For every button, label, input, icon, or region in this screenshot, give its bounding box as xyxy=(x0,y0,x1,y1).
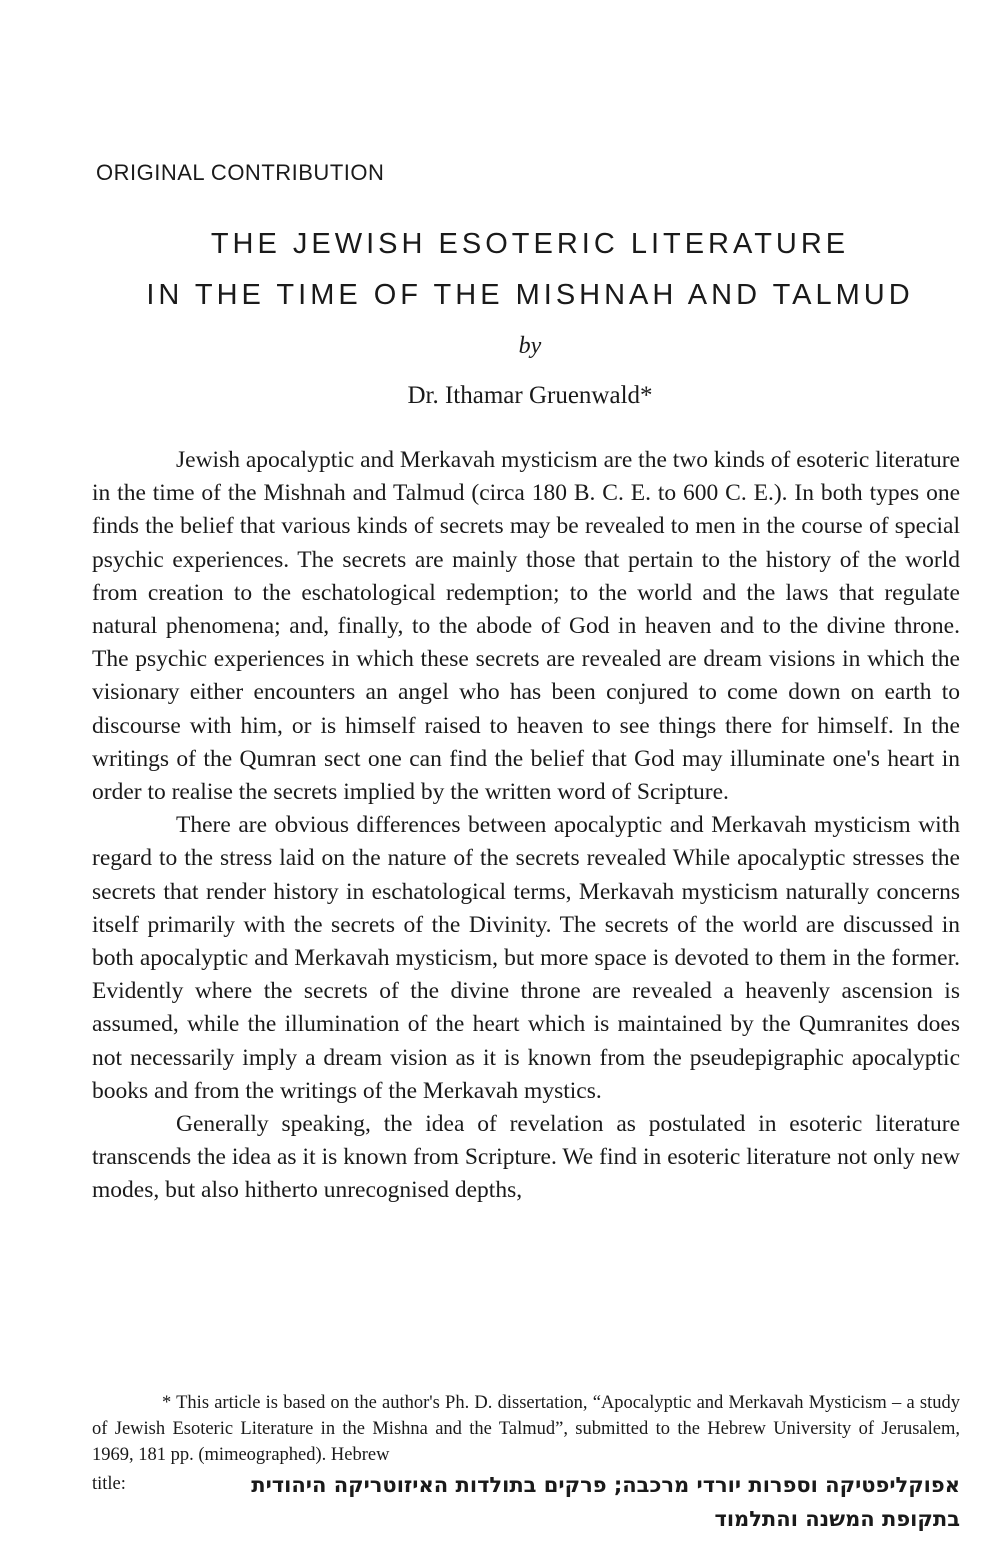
hebrew-title: אפוקליפטיקה וספרות יורדי מרכבה; פרקים בתולדות האיזוטריקה היהודית בתקופת המשנה והתלמוד xyxy=(251,1473,960,1531)
paragraph-1: Jewish apocalyptic and Merkavah mysticism are the two kinds of esoteric literature in the time of the Mishnah and Talmud (circa 180 B. C. E. to 600 C. E.). In both types one finds the belief that various kinds of secrets may be revealed to men in the course of special psychic experiences. The secrets are mainly those that pertain to the history of the world from creation to the eschatological redemption; to the world and the laws that regulate natural phenomena; and, finally, to the abode of God in heaven and to the divine throne. The psychic experiences in which these secrets are revealed are dream visions in which the visionary either encounters an angel who has been conjured to come down on earth to discourse with him, or is himself raised to heaven to see things there for himself. In the writings of the Qumran sect one can find the belief that God may illuminate one's heart in order to realise the secrets implied by the written word of Scripture. xyxy=(92,447,960,806)
hebrew-title-row xyxy=(92,1468,960,1538)
hebrew-title-label: title: xyxy=(92,1474,126,1494)
article-title-line-1: THE JEWISH ESOTERIC LITERATURE xyxy=(210,228,850,260)
byline: by xyxy=(518,333,542,359)
footnote-text: * This article is based on the author's Ph. D. dissertation, “Apocalyptic and Merkavah Mysticism – a study of Jewish Esoteric Literature in the Mishna and the Talmud”, submitted to the Hebrew University of Jerusalem, 1969, 181 pp. (mimeographed). Hebrew xyxy=(92,1393,960,1465)
section-label: ORIGINAL CONTRIBUTION xyxy=(96,160,385,185)
article-body xyxy=(92,444,960,1208)
paragraph-2: There are obvious differences between apocalyptic and Merkavah mysticism with regard to the stress laid on the nature of the secrets revealed While apocalyptic stresses the secrets that render history in eschatological terms, Merkavah mysticism naturally concerns itself primarily with the secrets of the Divinity. The secrets of the world are discussed in both apocalyptic and Merkavah mysticism, but more space is devoted to them in the former. Evidently where the secrets of the divine throne are revealed a heavenly ascension is assumed, while the illumination of the heart which is maintained by the Qumranites does not necessarily imply a dream vision as it is known from the pseudepigraphic apocalyptic books and from the writings of the Merkavah mystics. xyxy=(92,812,960,1104)
footnote xyxy=(92,1390,960,1468)
paragraph-3: Generally speaking, the idea of revelation as postulated in esoteric literature transcends the idea as it is known from Scripture. We find in esoteric literature not only new modes, but also hitherto unrecognised depths, xyxy=(92,1111,960,1204)
article-title-line-2: IN THE TIME OF THE MISHNAH AND TALMUD xyxy=(146,279,914,311)
author-name: Dr. Ithamar Gruenwald* xyxy=(407,382,653,409)
